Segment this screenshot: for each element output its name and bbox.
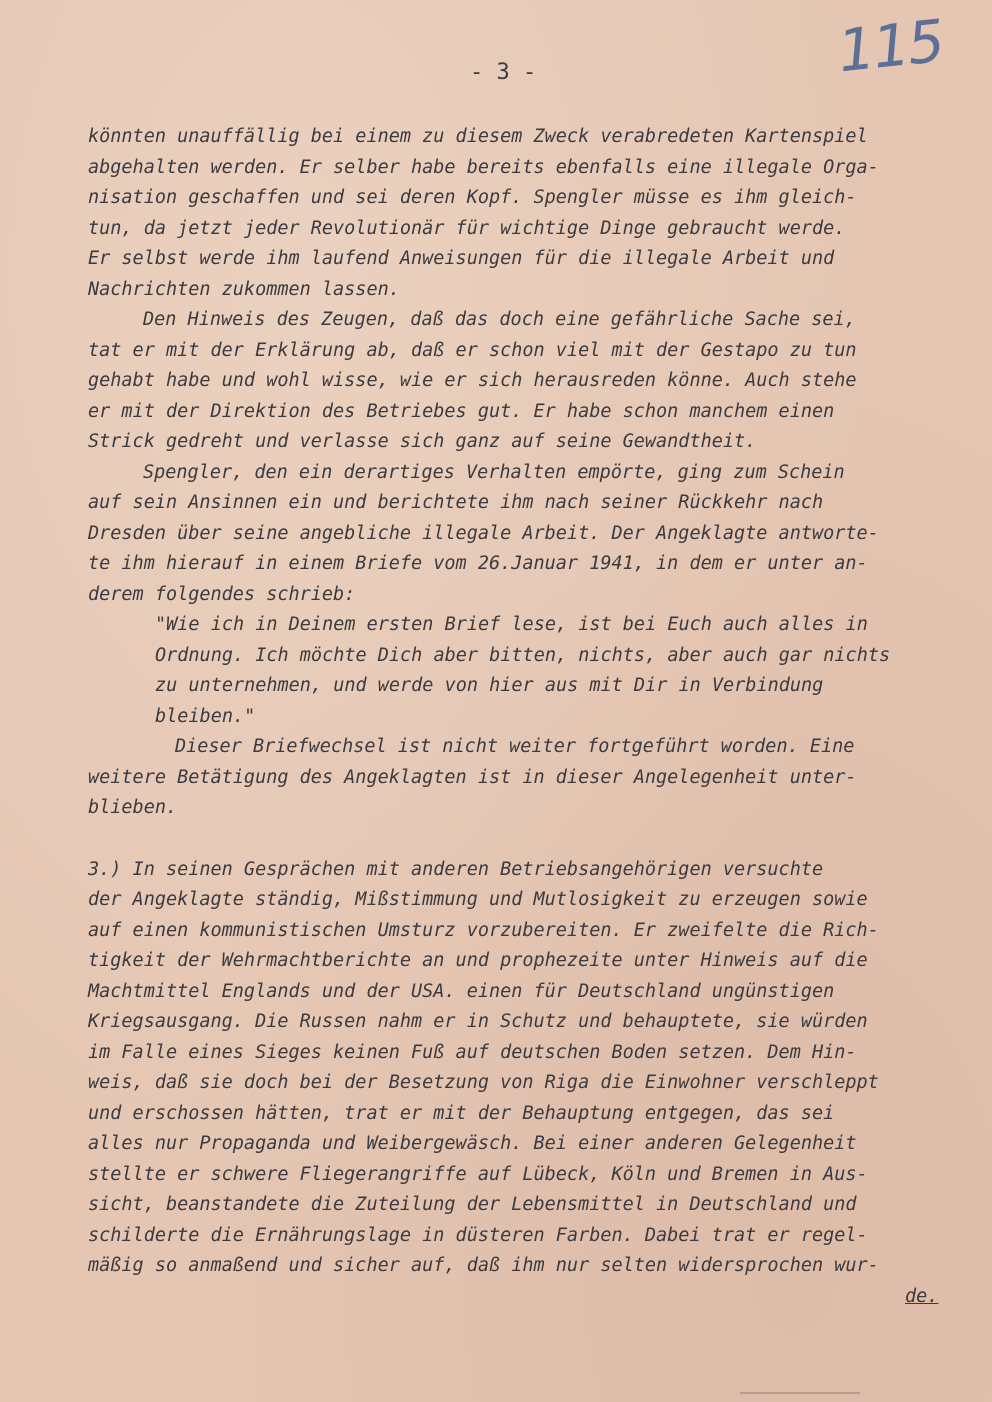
text-line: nisation geschaffen und sei deren Kopf. Spengler müsse es ihm gleich- <box>88 187 857 208</box>
text-line: auf sein Ansinnen ein und berichtete ihm nach seiner Rückkehr nach <box>88 492 824 513</box>
folio-number: 115 <box>834 6 946 86</box>
text-line: der Angeklagte ständig, Mißstimmung und Mutlosigkeit zu erzeugen sowie <box>88 889 868 910</box>
text-line: Dieser Briefwechsel ist nicht weiter fortgeführt worden. Eine <box>175 736 855 757</box>
text-line: de. <box>905 1286 939 1307</box>
text-line: Dresden über seine angebliche illegale Arbeit. Der Angeklagte antworte- <box>88 523 879 544</box>
text-line: abgehalten werden. Er selber habe bereits ebenfalls eine illegale Orga- <box>88 157 879 178</box>
page-number: - 3 - <box>470 60 537 85</box>
text-line: blieben. <box>88 797 178 818</box>
text-line: derem folgendes schrieb: <box>88 584 356 605</box>
text-line: er mit der Direktion des Betriebes gut. Er habe schon manchem einen <box>88 401 835 422</box>
text-line: und erschossen hätten, trat er mit der Behauptung entgegen, das sei <box>88 1103 835 1124</box>
text-line: sicht, beanstandete die Zuteilung der Lebensmittel in Deutschland und <box>88 1194 857 1215</box>
text-line: Spengler, den ein derartiges Verhalten empörte, ging zum Schein <box>143 462 845 483</box>
text-line: im Falle eines Sieges keinen Fuß auf deutschen Boden setzen. Dem Hin- <box>88 1042 857 1063</box>
text-line: Strick gedreht und verlasse sich ganz auf seine Gewandtheit. <box>88 431 757 452</box>
text-line: weis, daß sie doch bei der Besetzung von Riga die Einwohner verschleppt <box>88 1072 879 1093</box>
text-line: Kriegsausgang. Die Russen nahm er in Schutz und behauptete, sie würden <box>88 1011 868 1032</box>
text-line: te ihm hierauf in einem Briefe vom 26.Januar 1941, in dem er unter an- <box>88 553 868 574</box>
text-line: Machtmittel Englands und der USA. einen für Deutschland ungünstigen <box>88 981 835 1002</box>
text-line: stellte er schwere Fliegerangriffe auf Lübeck, Köln und Bremen in Aus- <box>88 1164 868 1185</box>
paper-mark <box>740 1392 860 1394</box>
text-line: alles nur Propaganda und Weibergewäsch. Bei einer anderen Gelegenheit <box>88 1133 857 1154</box>
text-line: Nachrichten zukommen lassen. <box>88 279 400 300</box>
text-line: tat er mit der Erklärung ab, daß er schon viel mit der Gestapo zu tun <box>88 340 857 361</box>
quote-line: Ordnung. Ich möchte Dich aber bitten, nichts, aber auch gar nichts <box>155 645 891 666</box>
text-line: 3.) In seinen Gesprächen mit anderen Betriebsangehörigen versuchte <box>88 859 824 880</box>
text-line: tun, da jetzt jeder Revolutionär für wichtige Dinge gebraucht werde. <box>88 218 846 239</box>
text-line: Den Hinweis des Zeugen, daß das doch eine gefährliche Sache sei, <box>143 309 856 330</box>
quote-line: zu unternehmen, und werde von hier aus mit Dir in Verbindung <box>155 675 824 696</box>
text-line: tigkeit der Wehrmachtberichte an und prophezeite unter Hinweis auf die <box>88 950 868 971</box>
text-line: weitere Betätigung des Angeklagten ist in dieser Angelegenheit unter- <box>88 767 857 788</box>
text-line: gehabt habe und wohl wisse, wie er sich herausreden könne. Auch stehe <box>88 370 857 391</box>
text-line: könnten unauffällig bei einem zu diesem Zweck verabredeten Kartenspiel <box>88 126 868 147</box>
text-line: auf einen kommunistischen Umsturz vorzubereiten. Er zweifelte die Rich- <box>88 920 879 941</box>
text-line: mäßig so anmaßend und sicher auf, daß ihm nur selten widersprochen wur- <box>88 1255 879 1276</box>
text-line: schilderte die Ernährungslage in düsteren Farben. Dabei trat er regel- <box>88 1225 868 1246</box>
quote-line: bleiben." <box>155 706 256 727</box>
text-line: Er selbst werde ihm laufend Anweisungen für die illegale Arbeit und <box>88 248 835 269</box>
quote-line: "Wie ich in Deinem ersten Brief lese, ist bei Euch auch alles in <box>155 614 868 635</box>
